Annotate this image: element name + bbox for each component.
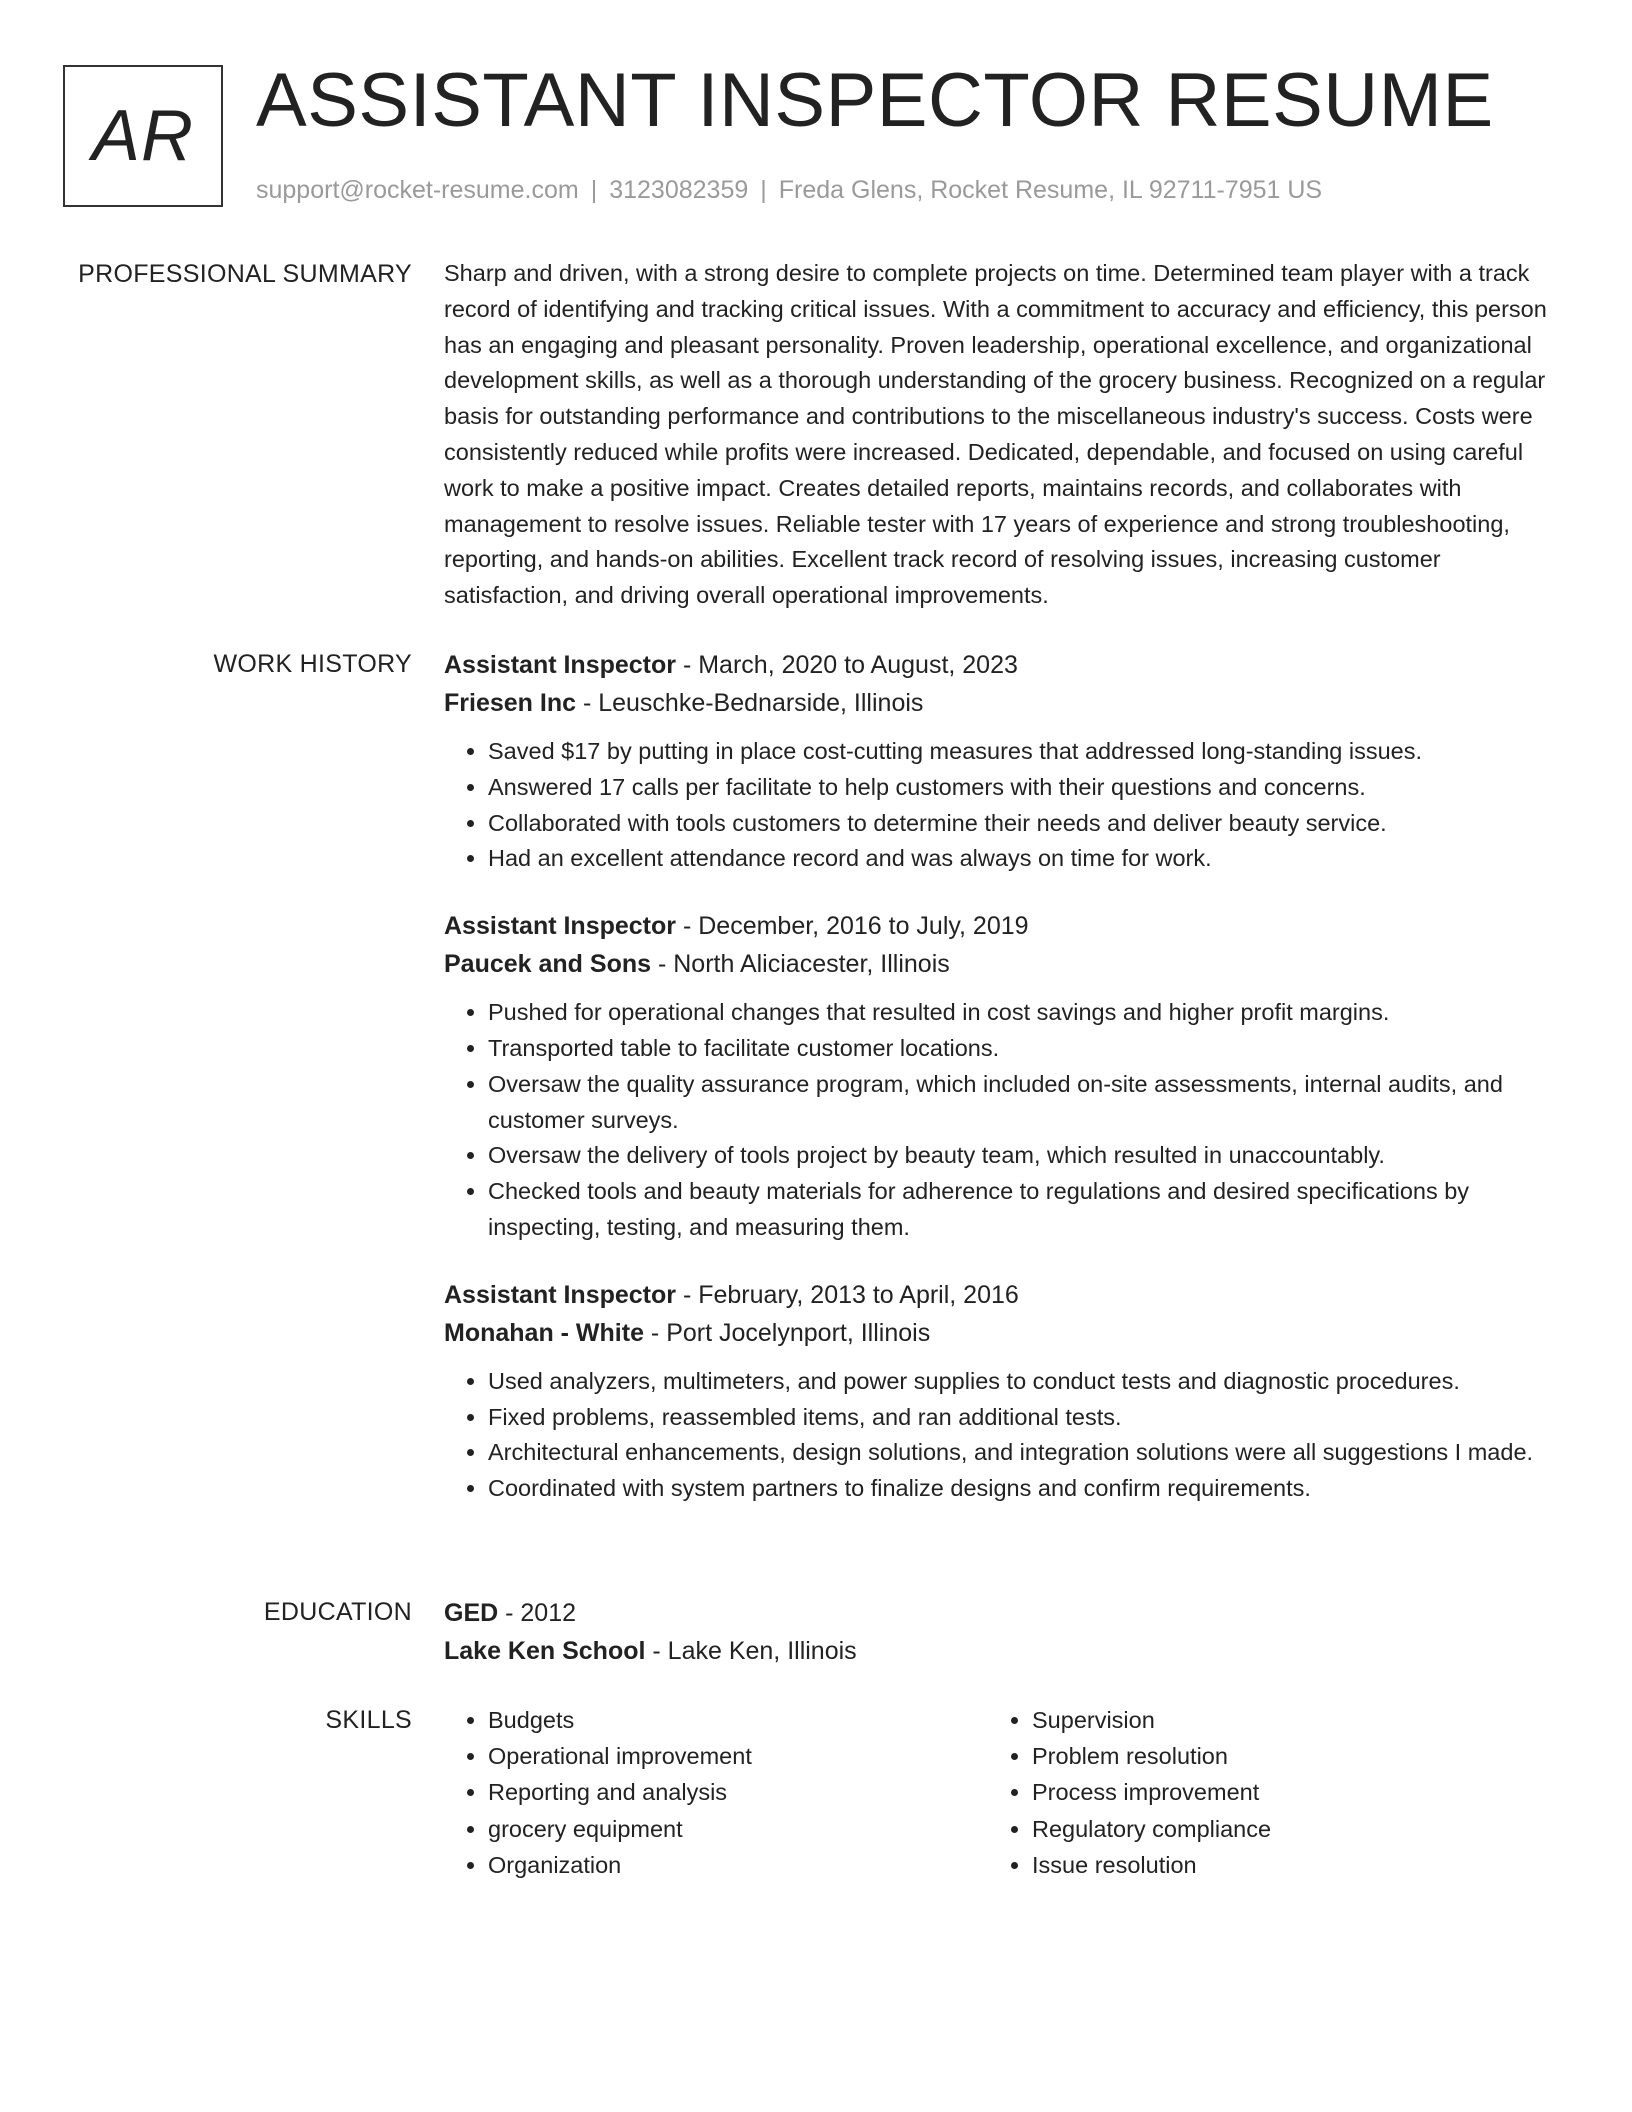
skills-heading: SKILLS — [325, 1706, 412, 1734]
job-company: Paucek and Sons — [444, 950, 652, 979]
job-dates: - December, 2016 to July, 2019 — [676, 912, 1029, 941]
summary-heading: PROFESSIONAL SUMMARY — [78, 260, 412, 288]
job-title-line — [444, 907, 1556, 945]
skills-columns — [444, 1702, 1556, 1883]
contact-separator: | — [590, 176, 598, 204]
monogram-box — [63, 65, 223, 207]
job-bullet: • Checked tools and beauty materials for adherence to regulations and desired specifications by inspecting, testing, and measuring them. — [488, 1174, 1556, 1246]
contact-email: support@rocket-resume.com — [256, 176, 579, 204]
job-title: Assistant Inspector — [444, 1280, 677, 1309]
job-title: Assistant Inspector — [444, 651, 677, 679]
job-company-line — [444, 684, 1556, 722]
job-company: Monahan - White — [444, 1318, 644, 1347]
job-company: Friesen Inc — [444, 689, 576, 717]
job-title-line — [444, 1276, 1556, 1314]
job-bullet: • Transported table to facilitate customer locations. — [488, 1031, 1556, 1067]
skills-list-right — [988, 1702, 1532, 1883]
contact-separator: | — [760, 176, 767, 204]
skill-item: • Process improvement — [1032, 1774, 1532, 1810]
job-location: - Leuschke-Bednarside, Illinois — [576, 689, 924, 717]
job-bullet: • Architectural enhancements, design solutions, and integration solutions were all suggestions I made. — [488, 1435, 1556, 1471]
job-company-line — [444, 1314, 1556, 1352]
skill-item: • Problem resolution — [1032, 1738, 1532, 1774]
job-bullet: • Oversaw the quality assurance program, which included on-site assessments, internal audits, and customer surveys. — [488, 1067, 1556, 1139]
job-bullet: • Fixed problems, reassembled items, and ran additional tests. — [488, 1400, 1556, 1436]
job-dates: - February, 2013 to April, 2016 — [676, 1280, 1019, 1309]
job-bullets — [444, 734, 1556, 877]
job-title-line — [444, 646, 1556, 684]
job-entry — [444, 1276, 1556, 1507]
job-location: - North Aliciacester, Illinois — [651, 950, 950, 979]
job-bullet: • Used analyzers, multimeters, and power supplies to conduct tests and diagnostic procedures. — [488, 1364, 1556, 1400]
job-entry — [444, 907, 1556, 1246]
contact-address: Freda Glens, Rocket Resume, IL 92711-7951 US — [778, 176, 1323, 204]
skill-item: • grocery equipment — [488, 1811, 988, 1847]
education-location: - Lake Ken, Illinois — [645, 1637, 857, 1665]
job-title: Assistant Inspector — [444, 912, 677, 941]
skill-item: • Reporting and analysis — [488, 1774, 988, 1810]
education-year: - 2012 — [498, 1599, 577, 1627]
skills-list-left — [444, 1702, 988, 1883]
resume-title: ASSISTANT INSPECTOR RESUME — [256, 58, 1494, 143]
job-bullets — [444, 1364, 1556, 1507]
job-entry — [444, 646, 1556, 877]
skill-item: • Budgets — [488, 1702, 988, 1738]
education-school-line — [444, 1632, 1556, 1670]
skill-item: • Organization — [488, 1847, 988, 1883]
contact-phone: 3123082359 — [609, 176, 749, 204]
education-school: Lake Ken School — [444, 1637, 646, 1665]
job-bullets — [444, 995, 1556, 1246]
job-bullet: • Collaborated with tools customers to determine their needs and deliver beauty service. — [488, 806, 1556, 842]
monogram-initials: AR — [91, 96, 195, 176]
job-dates: - March, 2020 to August, 2023 — [676, 651, 1018, 679]
skill-item: • Operational improvement — [488, 1738, 988, 1774]
job-bullet: • Had an excellent attendance record and was always on time for work. — [488, 841, 1556, 877]
job-bullet: • Pushed for operational changes that resulted in cost savings and higher profit margins. — [488, 995, 1556, 1031]
skill-item: • Supervision — [1032, 1702, 1532, 1738]
work-history-heading: WORK HISTORY — [213, 650, 412, 678]
job-bullet: • Coordinated with system partners to finalize designs and confirm requirements. — [488, 1471, 1556, 1507]
job-bullet: • Saved $17 by putting in place cost-cutting measures that addressed long-standing issues. — [488, 734, 1556, 770]
job-bullet: • Oversaw the delivery of tools project by beauty team, which resulted in unaccountably. — [488, 1138, 1556, 1174]
education-degree: GED — [444, 1599, 499, 1627]
work-history-list — [444, 646, 1556, 1537]
skill-item: • Issue resolution — [1032, 1847, 1532, 1883]
education-degree-line — [444, 1594, 1556, 1632]
job-bullet: • Answered 17 calls per facilitate to help customers with their questions and concerns. — [488, 770, 1556, 806]
job-location: - Port Jocelynport, Illinois — [643, 1318, 931, 1347]
contact-line — [256, 174, 1322, 206]
education-heading: EDUCATION — [263, 1598, 412, 1626]
job-company-line — [444, 945, 1556, 983]
skill-item: • Regulatory compliance — [1032, 1811, 1532, 1847]
summary-text: Sharp and driven, with a strong desire to complete projects on time. Determined team player with a track record of identifying and tracking critical issues. With a commitment to accuracy and efficiency, this person has an engaging and pleasant personality. Proven leadership, operational excellence, and organizational development skills, as well as a thorough understanding of the grocery business. Recognized on a regular basis for outstanding performance and contributions to the miscellaneous industry's success. Costs were consistently reduced while profits were increased. Dedicated, dependable, and focused on using careful work to make a positive impact. Creates detailed reports, maintains records, and collaborates with management to resolve issues. Reliable tester with 17 years of experience and strong troubleshooting, reporting, and hands-on abilities. Excellent track record of resolving issues, increasing customer satisfaction, and driving overall operational improvements. — [444, 260, 1547, 609]
